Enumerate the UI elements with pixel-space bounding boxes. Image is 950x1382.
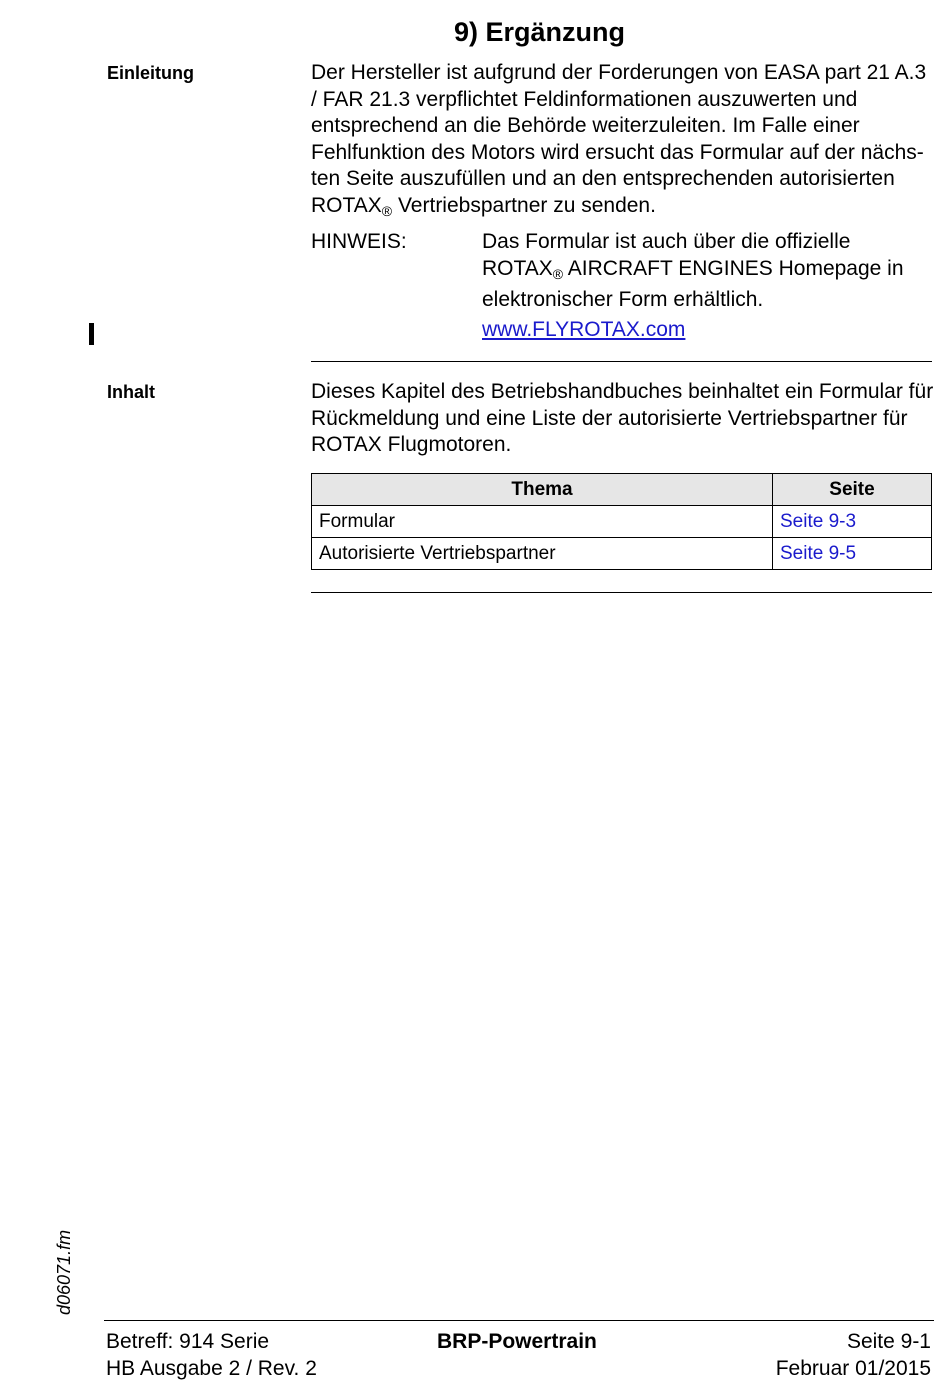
registered-mark: ® — [381, 202, 393, 219]
inhalt-paragraph: Dieses Kapitel des Betriebshandbuches beinhaltet ein Formular für Rückmeldung und eine Liste der autorisierte Vertriebspartner für ROTAX Flugmotoren. — [311, 380, 934, 456]
table-header-row — [312, 474, 932, 506]
hinweis-text-part1: Das Formular ist auch über die offizielle ROTAX — [482, 230, 851, 280]
section-label-inhalt: Inhalt — [107, 382, 155, 402]
page-title: 9) Ergänzung — [453, 17, 625, 47]
einleitung-paragraph — [311, 60, 936, 224]
hinweis-text — [482, 229, 936, 314]
hinweis-registered-mark: ® — [552, 265, 564, 282]
contents-table — [311, 473, 932, 570]
table-cell-thema: Formular — [312, 506, 773, 538]
footer-edition: HB Ausgabe 2 / Rev. 2 — [106, 1357, 317, 1380]
footer-subject: Betreff: 914 Serie — [106, 1330, 270, 1353]
footer-divider — [104, 1320, 934, 1321]
einleitung-text-part1: Der Hersteller ist aufgrund der Forderungen von EASA part 21 A.3 / FAR 21.3 verpflichtet Feldinformationen auszuwerten und entsprechend an die Behörde weiterzuleiten. Im Falle einer Fehlfunktion des Motors wird ersucht das Formular auf der nächs-ten Seite auszufüllen und an den entsprechenden autorisierten ROTAX — [311, 61, 927, 217]
einleitung-text-part2: Vertriebspartner zu senden. — [392, 193, 656, 217]
table-row — [312, 538, 932, 570]
table-cell-seite-link[interactable]: Seite 9-3 — [773, 506, 932, 538]
table-row — [312, 506, 932, 538]
section-divider — [311, 592, 932, 593]
footer-date: Februar 01/2015 — [775, 1357, 931, 1380]
footer-page-number: Seite 9-1 — [846, 1330, 931, 1353]
change-bar — [89, 323, 94, 345]
table-cell-seite-link[interactable]: Seite 9-5 — [773, 538, 932, 570]
footer-company: BRP-Powertrain — [437, 1330, 597, 1353]
table-header-thema: Thema — [312, 474, 773, 506]
table-header-seite: Seite — [773, 474, 932, 506]
hinweis-text-part2: AIRCRAFT ENGINES Homepage in elektronischer Form erhältlich. — [482, 256, 904, 311]
section-divider — [311, 361, 932, 362]
flyrotax-link[interactable]: www.FLYROTAX.com — [482, 318, 686, 341]
hinweis-label: HINWEIS: — [311, 230, 407, 253]
section-label-einleitung: Einleitung — [107, 63, 194, 83]
table-cell-thema: Autorisierte Vertriebspartner — [312, 538, 773, 570]
file-name-label: d06071.fm — [54, 1229, 74, 1315]
